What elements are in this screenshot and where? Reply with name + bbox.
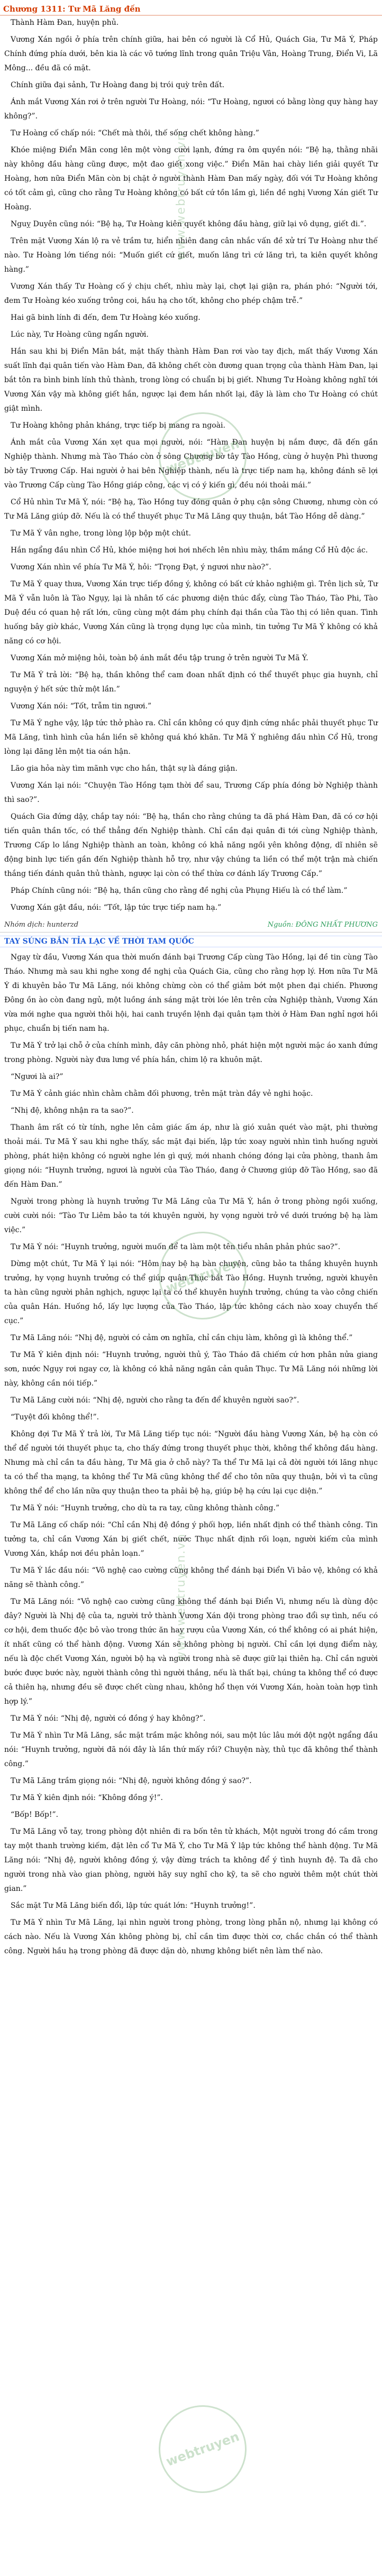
- story-title-banner: TAY SÚNG BẮN TỈA LẠC VỀ THỜI TAM QUỐC: [0, 936, 382, 947]
- watermark-logo: webtruyen: [147, 2393, 259, 2506]
- paragraph: Vương Xán gật đầu, nói: “Tốt, lập tức trực tiếp nam hạ.”: [11, 903, 222, 912]
- watermark-logo: webtruyen: [147, 1220, 259, 1332]
- paragraph: Tư Mã Ý nghe vậy, lập tức thở phào ra. Chỉ cần không có quy định cứng nhắc phải thuyết phục Tư Mã Lăng, tình hình của hắn liền sẽ không quá khó khăn. Tư Mã Ý nghiêng đầu nhìn Cổ Hủ, trong lòng lại đăng lên một tia oán hận.: [4, 719, 378, 756]
- paragraph: Ánh mắt của Vương Xán xẹt qua mọi người, nói: “Hàm Đan huyện bị nắm được, đã đến gần Nghiệp thành. Nhưng mà Tào Tháo còn ở sông Chương bờ tây Tào Hồng, cùng ở huyện Phì thương bờ tây Trương Cấp. Hai người ở hai bên Nghiệp thành, nếu là trực tiếp nam hạ, không đánh sẽ lợi vào Trương Cấp cùng Tào Hồng giáp công, các vị có ý kiến gì, đều nói thoải mái.”: [4, 438, 378, 490]
- paragraph: Tư Mã Ý quay thưa, Vương Xán trực tiếp đồng ý, không có bất cứ khảo nghiệm gì. Trên lịch sử, Tư Mã Ý vẫn luôn là Tào Ngụy, lại là nhân tố các phương diện thúc đẩy, cùng Tào Tháo, Tào Phi, Tào Duệ đều có quan hệ rất lớn, cũng cùng một đám phụ chính đại thần của Tào thị có liên quan. Tình huống bây giờ khác, Vương Xán cũng là trọng dụng lực của mình, tin tưởng Tư Mã Ý không có khả năng có cơ hội.: [4, 580, 378, 645]
- watermark-url: www.webtruyen.vn: [175, 132, 188, 261]
- paragraph: Tư Mã Lăng trầm giọng nói: “Nhị đệ, người không đồng ý sao?”.: [11, 1777, 252, 1785]
- paragraph: Tư Mã Lăng vỗ tay, trong phòng đột nhiên đi ra bốn tên tử khách, Một người trong đó cầm trong tay một thanh trường kiếm, đặt lên cổ Tư Mã Ý, cho Tư Mã Ý lập tức không thể hành động. Tư Mã Lăng nói: “Nhị đệ, người không đồng ý, vậy đừng trách ta không để ý tình huynh đệ. Ta đã cho người trong nhà vào gian phòng, người hãy suy nghĩ cho kỹ, ta sẽ cho người thêm một chút thời gian.”: [4, 1827, 378, 1893]
- chapter-credits: [0, 918, 382, 932]
- paragraph: Vương Xán mở miệng hỏi, toàn bộ ánh mắt đều tập trung ở trên người Tư Mã Ý.: [11, 654, 308, 662]
- paragraph: Ngay từ đầu, Vương Xán qua thời muốn đánh bại Trương Cấp cùng Tào Hồng, lại đề tin cùng Tào Tháo. Nhưng mà sau khi nghe xong đề nghị của Quách Gia, cũng cho rằng hợp lý. Hơn nữa Tư Mã Ý đi khuyên bảo Tư Mã Lăng, nói không chừng còn có thể giảm bớt một phen đại chiến. Phương Đông ồn ào còn đang ngủ, một luồng ánh sáng mặt trời lóe lên trên cửa Nghiệp thành, Vương Xán vừa mới nghe qua người thôi hội, hai canh truyền lệnh đại quân tạm thời ở Hàm Đan nghỉ ngơi hồi phục, chuẩn bị tiến nam hạ.: [4, 953, 378, 1033]
- paragraph: “Bốp! Bốp!”.: [11, 1811, 59, 1819]
- paragraph: Thành Hàm Đan, huyện phủ.: [11, 19, 119, 27]
- paragraph: Tư Mã Ý trả lời: “Bệ hạ, thần không thể cam đoan nhất định có thể thuyết phục gia huynh, chỉ nguyện ý hết sức thử một lần.”: [4, 671, 378, 694]
- paragraph: Tư Mã Ý nhìn Tư Mã Lăng, lại nhìn người trong phòng, trong lòng phẫn nộ, nhưng lại không có cách nào. Nếu là Vương Xán không phòng bị, chỉ cần tìm được thời cơ, chắc chắn có thể thành công. Người hầu hạ trong phòng đã được dặn dò, nhưng không biết nên làm thế nào.: [4, 1918, 378, 1955]
- paragraph: Vương Xán thấy Tư Hoàng cố ý chịu chết, nhìu mày lại, chợt lại giận ra, phán phó: “Người tới, đem Tư Hoàng kéo xuống trông coi, hầu hạ cho tốt, không cho phép chậm trễ.”: [4, 282, 378, 305]
- paragraph: Tư Mã Ý vân nghe, trong lòng lộp bộp một chút.: [11, 529, 191, 538]
- paragraph: Tư Mã Ý lắc đầu nói: “Vô nghệ cao cường cũng không thể đánh bại Điển Vi bảo vệ, không có khả năng sẽ thành công.”: [4, 1566, 378, 1589]
- paragraph: Tư Hoàng không phản kháng, trực tiếp bị mang ra ngoài.: [11, 421, 225, 430]
- paragraph: Vương Xán nói: “Tốt, trẫm tin ngươi.”: [11, 702, 152, 710]
- paragraph: Tư Mã Ý kiên định nói: “Không đồng ý!”.: [11, 1794, 163, 1802]
- paragraph: Hai gã binh lính đi đến, đem Tư Hoàng kéo xuống.: [11, 313, 201, 322]
- paragraph: Tư Mã Ý trở lại chỗ ở của chính mình, đây căn phòng nhỏ, phát hiện một người mặc áo xanh đứng trong phòng. Người này đưa lưng về phía hắn, chim lộ ra khuôn mặt.: [4, 1041, 378, 1064]
- chapter-title: Chương 1311: Tư Mã Lăng đến: [0, 3, 382, 16]
- paragraph: Tư Mã Ý kiên định nói: “Huynh trưởng, người thủ ý, Tào Tháo đã chiếm cứ hơn phân nửa giang sơn, nước Ngụy rơi ngay cơ, là không có khả năng ngăn cản quân Thục. Tư Mã Lăng nói những lời này, không cần nói tiếp.”: [4, 1351, 378, 1388]
- watermark-url: www.webtruyen.vn: [175, 1533, 188, 1661]
- paragraph: “Tuyệt đối không thể!”.: [11, 1413, 99, 1421]
- paragraph: Hắn sau khi bị Điển Mãn bắt, mặt thấy thành Hàm Đan rơi vào tay địch, mất thấy Vương Xán suất lĩnh đại quân tiến vào Hàm Đan, đã không chết còn đương quan trọng của thành Hàm Đan, lại bắt tôn ra bình binh lính thủ thành, trong lòng có chuẩn bị bị giết. Nhưng Tư Hoàng không nghĩ tới Vương Xán vậy mà không giết hắn, ngược lại đem hắn nhốt lại, đãy là làm cho Tư Hoàng có chút giật mình.: [4, 347, 378, 413]
- paragraph: Vương Xán nhìn về phía Tư Mã Ý, hỏi: “Trọng Đạt, ý ngươi như nào?”.: [11, 563, 271, 571]
- paragraph: Lão gia hỏa này tìm mãnh vực cho hắn, thật sự là đáng giận.: [11, 764, 238, 773]
- paragraph: Trên mặt Vương Xán lộ ra vẻ trầm tư, hiển nhiên đang cân nhắc vấn đề xử trí Tư Hoàng như thế nào. Tư Hoàng lớn tiếng nói: “Muốn giết cứ giết, muốn lăng trì cứ lăng trì, ta kiên quyết không hàng.”: [4, 237, 378, 274]
- translator-credit: Nhóm dịch: hunterzd: [4, 921, 79, 929]
- paragraph: Cổ Hủ nhìn Tư Mã Ý, nói: “Bệ hạ, Tào Hồng tuy đóng quân ở phụ cận sông Chương, nhưng còn có Tư Mã Lăng giúp đỡ. Nếu là có thể thuyết phục Tư Mã Lăng quy thuận, bắt Tào Hồng dễ dàng.”: [4, 498, 378, 521]
- paragraph: Thanh âm rất có từ tính, nghe lên cảm giác ấm áp, như là gió xuân quét vào mặt, phi thường thoải mái. Tư Mã Ý sau khi nghe thấy, sắc mặt đại biến, lập tức xoay người nhìn tình huống người phòng, phát hiện không có người nghe lén gì quý, mới nhanh chóng đóng lại cửa phòng, thanh âm giọng nói: “Huynh trưởng, ngươi là người của Tào Tháo, đang ở Chương giúp đỡ Tào Hồng, sao đã đến Hàm Đan.”: [4, 1123, 378, 1189]
- source-credit: Nguồn: ĐÔNG NHẤT PHƯƠNG: [267, 921, 378, 929]
- paragraph: Tư Mã Ý nói: “Huynh trưởng, người muốn để ta làm một tên tiểu nhân phản phúc sao?”.: [11, 1243, 341, 1251]
- paragraph: Tư Mã Lăng cười nói: “Nhị đệ, người cho rằng ta đến để khuyên người sao?”.: [11, 1396, 299, 1405]
- paragraph: Tư Mã Ý nói: “Nhị đệ, người có đồng ý hay không?”.: [11, 1714, 206, 1723]
- watermark-logo: webtruyen: [147, 400, 259, 513]
- paragraph: “Ngươi là ai?”: [11, 1073, 63, 1081]
- paragraph: Tư Mã Ý nhìn Tư Mã Lăng, sắc mặt trầm mặc không nói, sau một lúc lâu mới đột ngột ngẩng đầu nói: “Huynh trưởng, người đã nói đây là lần thứ mấy rồi? Chuyện này, thủ tục đã không thể thành công.”: [4, 1731, 378, 1768]
- paragraph: Chính giữa đại sảnh, Tư Hoàng đang bị trói quỳ trên đất.: [11, 81, 225, 89]
- paragraph: Người trong phòng là huynh trưởng Tư Mã Lăng của Tư Mã Ý, hắn ở trong phòng ngồi xuống, cười cười nói: “Tào Tư Liêm bảo ta tới khuyên người, hy vọng người trở về dưới trướng bệ hạ làm việc.”: [4, 1197, 378, 1234]
- chapter-body-part-1: [0, 16, 382, 915]
- paragraph: Tư Mã Ý nói: “Huynh trưởng, cho dù ta ra tay, cũng không thành công.”: [11, 1504, 280, 1512]
- paragraph: Tư Mã Lăng nói: “Nhị đệ, người có cảm ơn nghĩa, chỉ cần chịu làm, không gì là không thể.”: [11, 1334, 353, 1342]
- paragraph: Pháp Chính cũng nói: “Bệ hạ, thần cũng cho rằng đề nghị của Phụng Hiếu là có thể làm.”: [11, 887, 348, 895]
- paragraph: Nguỵ Duyên cũng nói: “Bệ hạ, Tư Hoàng kiên quyết không đầu hàng, giữ lại vô dụng, giết đi.”.: [11, 220, 367, 228]
- paragraph: Khóe miệng Điển Mãn cong lên một vòng cười lạnh, đứng ra ôm quyền nói: “Bệ hạ, thằng nhãi này không đầu hàng cũng được, một đao giết xong việc.” Điển Mãn hai chày liền giải quyết Tư Hoàng, hơn nữa Điển Mãn còn bị chặt ở người thành Hàm Đan mấy ngày, đối với Tư Hoàng không có tốt cảm gì, cũng cho rằng Tư Hoàng không có bất cứ tồn lầm gì, liền đề nghị Vương Xán giết Tư Hoàng.: [4, 146, 378, 211]
- chapter-body-part-2: [0, 950, 382, 1959]
- paragraph: Vương Xán lại nói: “Chuyện Tào Hồng tạm thời để sau, Trương Cấp phía đóng bờ Nghiệp thành thì sao?”.: [4, 781, 378, 804]
- paragraph: Ánh mắt Vương Xán rơi ở trên người Tư Hoàng, nói: “Tư Hoàng, ngươi có bằng lòng quy hàng hay không?”.: [4, 98, 378, 121]
- paragraph: Không đợi Tư Mã Ý trả lời, Tư Mã Lăng tiếp tục nói: “Người đầu hàng Vương Xán, bệ hạ còn có thể để người tới thuyết phục ta, cho thấy đứng trong thuyết phục thời, không thể không đầu hàng. Nhưng mà chỉ cần ta đầu hàng, Tư Mã gia ở chỗ này? Ta thể Tư Mã lại cả đời người tới lăng nhục ta có thể tha mạng, ta không thể Tư Mã cũng không thể để cho tôn nữa quy thuận, bởi vì ta cũng không thể để cho lần nữa quy thuận theo ta phải bệ hạ, giúp bệ hạ cứu lại cục diện.”: [4, 1430, 378, 1495]
- paragraph: Hắn ngẩng đầu nhìn Cổ Hủ, khóe miệng hơi hơi nhếch lên nhìu mày, thầm mắng Cổ Hủ độc ác.: [11, 546, 368, 555]
- paragraph: Tư Mã Lăng cố chấp nói: “Chỉ cần Nhị đệ đồng ý phối hợp, liền nhất định có thể thành công. Tin tưởng ta, chỉ cần Vương Xán bị giết chết, nước Thục nhất định rối loạn, người kiếm của mình Vương Xán, khắp nơi đều phản loạn.”: [4, 1521, 378, 1558]
- paragraph: Sắc mặt Tư Mã Lăng biến đổi, lập tức quát lớn: “Huynh trưởng!”.: [11, 1901, 256, 1910]
- paragraph: Tư Mã Ý cảnh giác nhìn chằm chằm đối phương, trên mặt tràn đầy vẻ nghi hoặc.: [11, 1090, 313, 1098]
- paragraph: Quách Gia đứng dậy, chắp tay nói: “Bệ hạ, thần cho rằng chúng ta đã phá Hàm Đan, đã có cơ hội tiến quân thần tốc, có thể thẳng đến Nghiệp thành. Chỉ cần đại quân đi tới cùng Nghiệp thành, Trương Cấp lo lắng Nghiệp thành an toàn, không có khả năng ngồi yên không động, dĩ nhiên sẽ động binh lực tiến gần đến Nghiệp thành hỗ trợ, như vậy chúng ta liền có thể một trận mà chiến thắng tiến đánh quân thủ thành, ngược lại còn có thể thừa cơ đánh lấy Trương Cấp.”: [4, 812, 378, 878]
- paragraph: Vương Xán ngồi ở phía trên chính giữa, hai bên có người là Cổ Hủ, Quách Gia, Tư Mã Ý, Pháp Chính đứng phía dưới, bên kia là các võ tướng lĩnh trong quân Triệu Vân, Hoàng Trung, Điển Vi, Lã Mông... đều đã có mặt.: [4, 35, 378, 72]
- paragraph: Dừng một chút, Tư Mã Ý lại nói: “Hôm nay bệ hạ bàn chuyện, cũng bảo ta thắng khuyên huynh trưởng, hy vọng huynh trưởng có thể giúp quân Thục bắt Tào Hồng. Huynh trưởng, người khuyên ta hàn cũng người phản nghịch, ngược lại ta có thể khuyên huynh trưởng, chúng ta vào công chiến của quân Hán. Huống hồ, lấy lực lượng của Tào Tháo, lập tức không cách nào xoay chuyển thế cục.”: [4, 1260, 378, 1325]
- paragraph: “Nhị đệ, không nhận ra ta sao?”.: [11, 1106, 134, 1115]
- paragraph: Tư Hoàng cố chấp nói: “Chết mà thôi, thế sống chết không hàng.”: [11, 129, 259, 137]
- paragraph: Tư Mã Lăng nói: “Vô nghệ cao cường cũng không thể đánh bại Điển Vi, nhưng nếu là dùng độc đây? Người là Nhị đệ của ta, người trở thành Vương Xán đội trong phòng trao đổi sự tình, nếu có cơ hội, đem thuốc độc bỏ vào trong thức ăn hay rượu của Vương Xán, có thể không có ai phát hiện, ít nhất cũng có thể hành động. Vương Xán sẽ không phòng bị người. Chỉ cần lợi dụng điểm này, nếu là độc chết Vương Xán, người bộ hạ và người trong nhà sẽ được giữ lại thiên hạ. Chỉ cần người bước được bước này, người thành công thì người thắng, nếu là thất bại, chúng ta không thể có được cả thiên hạ, nhưng đều sẽ được chết cùng nhau, không hổ thẹn với Vương Xán, hoàn toàn hợp tình hợp lý.”: [4, 1598, 378, 1706]
- paragraph: Lúc này, Tư Hoàng cũng ngẩn người.: [11, 330, 149, 339]
